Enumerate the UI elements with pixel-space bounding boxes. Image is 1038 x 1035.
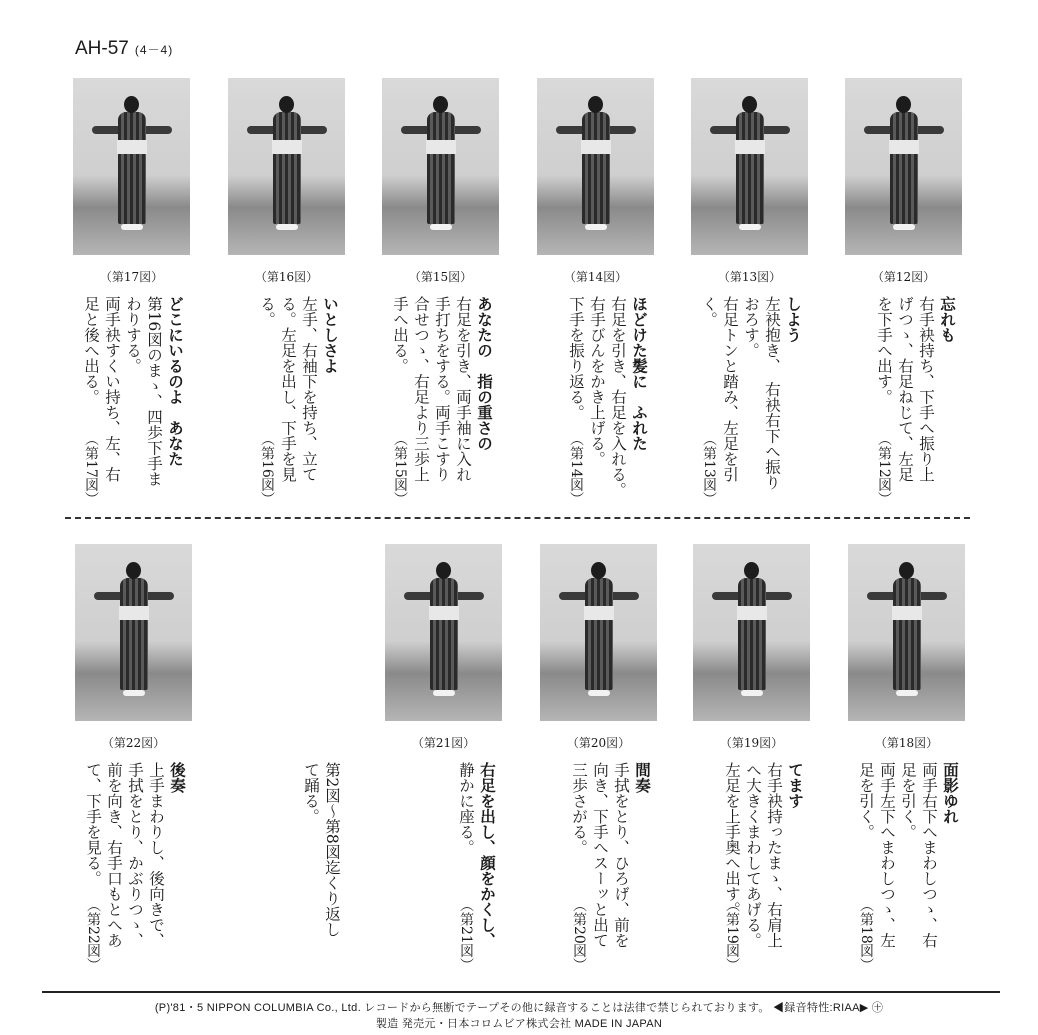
dance-pose-photo <box>537 78 654 255</box>
instruction-line: わりする。 <box>124 296 142 374</box>
figure-reference: （第20図） <box>571 898 587 972</box>
dance-pose-photo <box>385 544 502 721</box>
dance-pose-photo <box>540 544 657 721</box>
figure-reference: （第15図） <box>392 432 408 506</box>
instruction-text <box>873 296 957 506</box>
instruction-line: る。左足を出し、下手を見 <box>279 296 297 482</box>
instruction-line: を下手へ出す。 <box>875 296 893 405</box>
instruction-line: 両手左下へまわしつゝ、左 <box>878 762 896 948</box>
dance-pose-photo <box>691 78 808 255</box>
figure-caption: （第21図） <box>411 736 476 750</box>
lyric-heading: てます <box>786 762 804 809</box>
figure-caption: （第19図） <box>719 736 784 750</box>
footer-rule <box>42 991 1000 993</box>
dance-pose-photo <box>75 544 192 721</box>
instruction-line: 上手まわりし、後向きで、 <box>147 762 165 948</box>
figure-reference: （第21図） <box>458 898 474 972</box>
instruction-text <box>455 762 497 972</box>
lyric-heading: 間奏 <box>633 762 651 793</box>
instruction-line: る。 <box>258 296 276 327</box>
lyric-heading: 面影ゆれ <box>941 762 959 824</box>
figure-caption: （第15図） <box>408 270 473 284</box>
figure-caption: （第14図） <box>563 270 628 284</box>
instruction-line: 静かに座る。 <box>457 762 475 855</box>
dance-pose-photo <box>382 78 499 255</box>
instruction-line: 手拭をとり、ひろげ、前を <box>612 762 630 948</box>
instruction-line: 向き、下手へスーッと出て <box>591 762 609 948</box>
instruction-line: 足と後へ出る。 <box>82 296 100 405</box>
instruction-line: 手打ちをする。両手こすり <box>433 296 451 482</box>
dance-pose-photo <box>228 78 345 255</box>
figure-caption: （第18図） <box>874 736 939 750</box>
figure-caption: （第13図） <box>717 270 782 284</box>
instruction-line: 足を引く。 <box>857 762 875 840</box>
instruction-line: 合せつゝ、右足より三歩上 <box>412 296 430 482</box>
lyric-heading: しよう <box>784 296 802 343</box>
instruction-line: 両手袂すくい持ち、左、右 <box>103 296 121 482</box>
page-part: (4－4) <box>134 43 174 57</box>
figure-reference: （第12図） <box>876 432 892 506</box>
instruction-line: て、下手を見る。 <box>84 762 102 886</box>
instruction-line: 右手袂持ったまゝ、右肩上 <box>765 762 783 948</box>
figure-reference: （第14図） <box>568 432 584 506</box>
instruction-text <box>568 762 652 972</box>
instruction-line: 前を向き、右手口もとへあ <box>105 762 123 948</box>
instruction-text <box>300 762 342 972</box>
instruction-text <box>80 296 185 506</box>
instruction-line: 左袂抱き、 右袂右下へ振り <box>763 296 781 490</box>
lyric-heading: いとしさよ <box>321 296 339 374</box>
footer-manufacturer: 製造 発売元・日本コロムビア株式会社 MADE IN JAPAN <box>375 1018 663 1030</box>
figure-caption: （第12図） <box>871 270 936 284</box>
instruction-line: 左足を上手奥へ出す。 <box>723 762 741 917</box>
instruction-line: く。 <box>700 296 718 327</box>
instruction-line: へ大きくまわしてあげる。 <box>744 762 762 948</box>
instruction-line: 第2図～第8図迄くり返し <box>323 762 341 937</box>
lyric-heading: あなたの 指の重さの <box>475 296 493 451</box>
instruction-text <box>721 762 805 972</box>
lyric-heading: 後奏 <box>168 762 186 793</box>
instruction-text <box>389 296 494 506</box>
figure-reference: （第19図） <box>724 898 740 972</box>
catalog-header <box>75 38 173 60</box>
instruction-line: て踊る。 <box>302 762 320 824</box>
figure-caption: （第17図） <box>99 270 164 284</box>
lyric-heading: 忘れも <box>938 296 956 343</box>
instruction-line: 手拭をとり、かぶりつゝ、 <box>126 762 144 948</box>
figure-reference: （第18図） <box>858 898 874 972</box>
instruction-text <box>698 296 803 506</box>
instruction-text <box>82 762 187 972</box>
instruction-line: 右足を引き、両手袖に入れ <box>454 296 472 482</box>
instruction-line: 足を引く。 <box>899 762 917 840</box>
instruction-line: 両手右下へまわしつゝ、右 <box>920 762 938 948</box>
figure-reference: （第16図） <box>259 432 275 506</box>
dance-pose-photo <box>73 78 190 255</box>
figure-reference: （第22図） <box>85 898 101 972</box>
dance-pose-photo <box>693 544 810 721</box>
instruction-line: 右手袂持ち、下手へ振り上 <box>917 296 935 482</box>
instruction-line: 第16図のまゝ、四歩下手ま <box>145 296 163 487</box>
figure-reference: （第13図） <box>701 432 717 506</box>
catalog-code: AH-57 <box>75 38 129 59</box>
figure-caption: （第16図） <box>254 270 319 284</box>
instruction-line: おろす。 <box>742 296 760 358</box>
instruction-line: 右足トンと踏み、左足を引 <box>721 296 739 482</box>
instruction-text <box>855 762 960 972</box>
lyric-heading: 右足を出し、顔をかくし、 <box>478 762 496 948</box>
instruction-line: 右足を引き、右足を入れる。 <box>609 296 627 498</box>
instruction-line: 下手を振り返る。 <box>567 296 585 420</box>
instruction-line: げつゝ、右足ねじて、左足 <box>896 296 914 482</box>
instruction-line: 左手、右袖下を持ち、立て <box>300 296 318 482</box>
figure-caption: （第20図） <box>566 736 631 750</box>
lyric-heading: ほどけた髪に ふれた <box>630 296 648 451</box>
instruction-line: 手へ出る。 <box>391 296 409 374</box>
figure-caption: （第22図） <box>101 736 166 750</box>
dance-pose-photo <box>848 544 965 721</box>
footer-copyright: (P)'81・5 NIPPON COLUMBIA Co., Ltd. レコードから無断でテープその他に録音することは法律で禁じられております。 ◀録音特性:RIAA▶ ㊉ <box>154 1002 884 1014</box>
dance-pose-photo <box>845 78 962 255</box>
instruction-text <box>256 296 340 506</box>
instruction-line: 三歩さがる。 <box>570 762 588 855</box>
figure-reference: （第17図） <box>83 432 99 506</box>
dashed-divider <box>65 517 970 519</box>
instruction-line: 右手びんをかき上げる。 <box>588 296 606 467</box>
lyric-heading: どこにいるのよ あなた <box>166 296 184 467</box>
instruction-text <box>565 296 649 506</box>
